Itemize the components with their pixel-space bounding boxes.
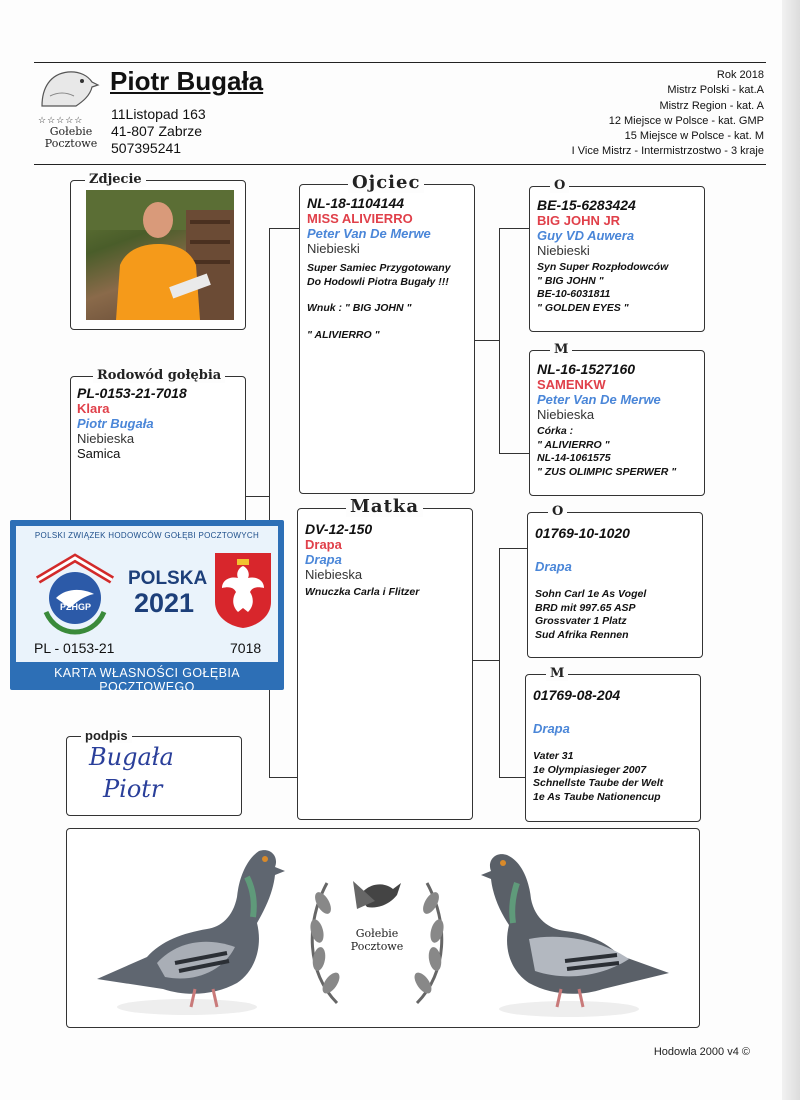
dam-sire-notes	[535, 588, 646, 642]
sire-details	[307, 195, 451, 342]
dam-notes	[305, 586, 419, 600]
sire-sire-box	[529, 178, 705, 332]
card-country: POLSKA	[128, 568, 208, 589]
sire-dam-color: Niebieska	[537, 407, 595, 422]
pigeon-right-icon	[469, 843, 679, 1019]
dam-sire-ring: 01769-10-1020	[535, 525, 630, 541]
dam-ring: DV-12-150	[305, 521, 373, 537]
note-line: BRD mit 997.65 ASP	[535, 601, 636, 614]
note-line: Sohn Carl 1e As Vogel	[535, 588, 647, 600]
breeder-portrait-icon	[86, 190, 234, 320]
connector-line	[499, 548, 500, 778]
note-line: 1e Olympiasieger 2007	[533, 763, 647, 776]
connector-line	[269, 777, 297, 778]
connector-line	[246, 496, 270, 497]
sire-sire-notes	[537, 261, 668, 315]
breeder-photo	[86, 190, 234, 320]
signature-line2: Piotr	[103, 775, 163, 803]
sire-dam-name: SAMENKW	[537, 377, 606, 392]
sire-sire-name: BIG JOHN JR	[537, 213, 621, 228]
sire-color: Niebieski	[307, 241, 360, 256]
card-number: 7018	[230, 640, 262, 656]
achievement-line: Mistrz Polski - kat.A	[667, 84, 764, 97]
note-line: Wnuk : " BIG JOHN "	[307, 302, 412, 314]
dam-dam-title: M	[546, 666, 568, 681]
pigeon-left-icon	[87, 837, 287, 1017]
emblem-text-line1: Gołebie	[355, 927, 399, 940]
polish-eagle-icon	[212, 550, 274, 630]
card-association: POLSKI ZWIĄZEK HODOWCÓW GOŁĘBI POCZTOWYCH	[34, 531, 260, 540]
pigeon-title: Rodowód gołębia	[93, 368, 225, 383]
logo-text-line1: Gołebie	[49, 125, 93, 138]
note-line: 1e As Taube Nationencup	[533, 790, 661, 803]
note-line	[307, 316, 451, 329]
sire-box	[299, 172, 475, 494]
signature-line1: Bugała	[89, 743, 174, 771]
pigeon-ring: PL-0153-21-7018	[77, 385, 187, 401]
dam-dam-details	[533, 687, 663, 804]
connector-line	[499, 453, 529, 454]
card-inner	[16, 526, 278, 662]
note-line: " ALIVIERRO "	[537, 438, 610, 451]
header-bottom-rule	[34, 164, 766, 165]
dam-dam-owner: Drapa	[533, 721, 570, 736]
emblem-text-line2: Pocztowe	[350, 940, 404, 953]
emblem-text	[349, 927, 405, 953]
sire-title: Ojciec	[348, 172, 424, 193]
dam-dam-box	[525, 666, 701, 822]
dam-details	[305, 521, 419, 600]
note-line	[307, 289, 451, 302]
sire-dam-notes	[537, 425, 676, 479]
note-line: Schnellste Taube der Welt	[533, 777, 664, 789]
illustration-panel	[66, 828, 700, 1028]
signature-box	[66, 728, 242, 816]
logo-stars: ☆☆☆☆☆	[38, 115, 84, 125]
pigeon-details	[77, 385, 187, 461]
pigeon-head-logo-icon	[36, 66, 100, 110]
sire-notes	[307, 262, 451, 342]
dam-color: Niebieska	[305, 567, 363, 582]
dam-dam-notes	[533, 750, 663, 804]
sire-sire-ring: BE-15-6283424	[537, 197, 636, 213]
card-ring: PL - 0153-21	[34, 640, 115, 656]
ownership-card	[10, 520, 284, 694]
breeder-address-line2: 41-807 Zabrze	[111, 123, 203, 139]
note-line: " ZUS OLIMPIC SPERWER "	[537, 465, 677, 478]
achievement-line: 12 Miejsce w Polsce - kat. GMP	[608, 114, 764, 127]
pigeon-color: Niebieska	[77, 431, 135, 446]
pigeon-sex: Samica	[77, 446, 121, 461]
connector-line	[499, 228, 500, 454]
connector-line	[269, 228, 299, 229]
dam-title: Matka	[346, 496, 423, 517]
note-line: Sud Afrika Rennen	[535, 628, 629, 641]
sire-dam-ring: NL-16-1527160	[537, 361, 636, 377]
connector-line	[499, 548, 527, 549]
pzhgp-emblem-icon	[30, 550, 120, 636]
sire-sire-details	[537, 197, 668, 315]
sire-dam-title: M	[550, 342, 572, 357]
note-line: " BIG JOHN "	[537, 274, 604, 287]
connector-line	[472, 660, 500, 661]
breeder-address-line1: 11Listopad 163	[111, 106, 206, 122]
note-line: " GOLDEN EYES "	[537, 301, 629, 314]
note-line: Córka :	[537, 425, 574, 437]
note-line: " ALIVIERRO "	[307, 328, 380, 341]
sire-sire-color: Niebieski	[537, 243, 590, 258]
sire-sire-title: O	[550, 178, 569, 193]
achievements-list	[572, 68, 764, 160]
note-line: Syn Super Rozpłodowców	[537, 261, 669, 273]
note-line: Vater 31	[533, 750, 574, 762]
achievement-line: 15 Miejsce w Polsce - kat. M	[624, 130, 764, 143]
sire-owner: Peter Van De Merwe	[307, 226, 431, 241]
pigeon-box	[70, 368, 246, 526]
dam-sire-box	[527, 504, 703, 658]
card-year: 2021	[134, 588, 195, 618]
connector-line	[499, 228, 529, 229]
dam-dam-ring: 01769-08-204	[533, 687, 621, 703]
note-line: Do Hodowli Piotra Bugały !!!	[307, 275, 449, 288]
achievement-line: I Vice Mistrz - Intermistrzostwo - 3 kraje	[571, 145, 764, 158]
card-footer: KARTA WŁASNOŚCI GOŁĘBIA POCZTOWEGO	[54, 666, 240, 694]
sire-dam-box	[529, 342, 705, 496]
signature-title: podpis	[81, 728, 132, 743]
connector-line	[474, 340, 500, 341]
dam-box	[297, 496, 473, 820]
connector-line	[269, 228, 270, 778]
photo-title: Zdjecie	[85, 172, 146, 187]
dam-sire-details	[535, 525, 646, 642]
sire-dam-owner: Peter Van De Merwe	[537, 392, 661, 407]
pigeon-owner: Piotr Bugała	[77, 416, 154, 431]
card-logo-text: PZHGP	[60, 602, 92, 612]
pigeon-name: Klara	[77, 401, 110, 416]
note-line: Grossvater 1 Platz	[535, 615, 627, 627]
breeder-phone: 507395241	[111, 140, 182, 156]
breeder-name: Piotr Bugała	[110, 66, 264, 96]
note-line: Wnuczka Carla i Flitzer	[305, 586, 420, 598]
note-line: Super Samiec Przygotowany	[307, 262, 451, 274]
achievement-line: Rok 2018	[716, 69, 764, 81]
dam-owner: Drapa	[305, 552, 342, 567]
dam-sire-owner: Drapa	[535, 559, 572, 574]
header-logo	[36, 66, 106, 150]
sire-ring: NL-18-1104144	[307, 195, 405, 211]
note-line: NL-14-1061575	[537, 452, 611, 464]
software-footer: Hodowla 2000 v4 ©	[653, 1046, 750, 1058]
header-top-rule	[34, 62, 766, 63]
logo-text-line2: Pocztowe	[44, 137, 98, 150]
sire-sire-owner: Guy VD Auwera	[537, 228, 635, 243]
connector-line	[499, 777, 527, 778]
dam-name: Drapa	[305, 537, 342, 552]
achievement-line: Mistrz Region - kat. A	[659, 99, 764, 112]
scan-edge	[782, 0, 800, 1100]
note-line: BE-10-6031811	[537, 288, 611, 300]
sire-dam-details	[537, 361, 676, 479]
dam-sire-title: O	[548, 504, 567, 519]
sire-name: MISS ALIVIERRO	[307, 211, 413, 226]
